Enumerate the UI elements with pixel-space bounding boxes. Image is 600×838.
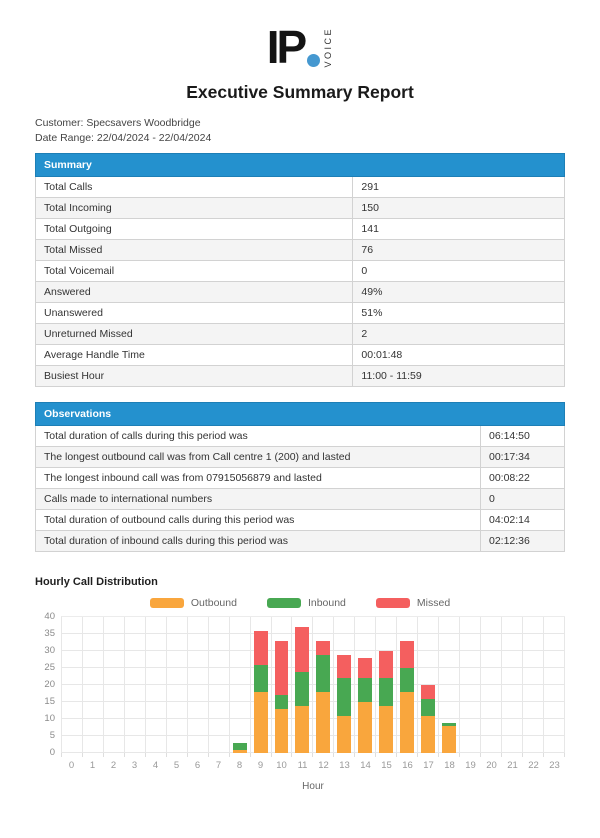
table-row xyxy=(36,447,565,468)
chart-column xyxy=(376,617,397,753)
chart-column xyxy=(355,617,376,753)
bar-segment-inbound xyxy=(400,668,414,692)
x-tick xyxy=(146,753,167,757)
table-row xyxy=(36,366,565,387)
x-tick xyxy=(523,753,544,757)
chart-column xyxy=(502,617,523,753)
y-tick-label: 40 xyxy=(44,610,55,622)
chart-column xyxy=(83,617,104,753)
x-tick-label: 12 xyxy=(318,760,329,772)
row-label: Answered xyxy=(36,282,353,303)
x-tick-label: 15 xyxy=(381,760,392,772)
row-value: 141 xyxy=(353,219,565,240)
outbound-swatch-icon xyxy=(150,598,184,608)
x-tick xyxy=(167,753,188,757)
stacked-bar xyxy=(421,685,435,753)
table-row xyxy=(36,240,565,261)
x-tick xyxy=(397,753,418,757)
legend-item-outbound xyxy=(150,597,237,609)
bar-segment-missed xyxy=(400,641,414,668)
x-tick-label: 9 xyxy=(257,760,264,772)
row-label: Total duration of outbound calls during this period was xyxy=(36,510,481,531)
x-tick-label: 8 xyxy=(236,760,243,772)
summary-table-body xyxy=(36,177,565,387)
report-meta xyxy=(35,116,565,148)
chart-column xyxy=(334,617,355,753)
chart-column xyxy=(481,617,502,753)
row-label: Total duration of calls during this period was xyxy=(36,426,481,447)
chart-plot xyxy=(61,616,565,753)
row-label: Average Handle Time xyxy=(36,345,353,366)
x-tick-label: 6 xyxy=(194,760,201,772)
x-tick xyxy=(376,753,397,757)
bar-segment-inbound xyxy=(421,699,435,716)
row-label: Calls made to international numbers xyxy=(36,489,481,510)
bar-segment-missed xyxy=(358,658,372,678)
table-row xyxy=(36,489,565,510)
row-label: The longest outbound call was from Call centre 1 (200) and lasted xyxy=(36,447,481,468)
chart-column xyxy=(397,617,418,753)
x-tick-label: 17 xyxy=(423,760,434,772)
row-value: 150 xyxy=(353,198,565,219)
bar-segment-outbound xyxy=(254,692,268,753)
bar-segment-missed xyxy=(316,641,330,655)
bar-segment-inbound xyxy=(275,695,289,709)
bar-segment-outbound xyxy=(421,716,435,753)
chart-column xyxy=(125,617,146,753)
row-value: 00:17:34 xyxy=(480,447,564,468)
x-tick-label: 7 xyxy=(215,760,222,772)
bar-segment-inbound xyxy=(295,672,309,706)
x-tick xyxy=(104,753,125,757)
bar-segment-missed xyxy=(254,631,268,665)
x-tick xyxy=(355,753,376,757)
chart-legend xyxy=(35,597,565,609)
hourly-call-distribution-chart xyxy=(35,576,565,792)
chart-canvas xyxy=(35,610,565,793)
table-row xyxy=(36,177,565,198)
stacked-bar xyxy=(254,631,268,753)
stacked-bar xyxy=(337,655,351,754)
x-tick xyxy=(481,753,502,757)
x-tick xyxy=(418,753,439,757)
row-value: 11:00 - 11:59 xyxy=(353,366,565,387)
table-row xyxy=(36,261,565,282)
stacked-bar xyxy=(316,641,330,753)
stacked-bar xyxy=(358,658,372,753)
inbound-swatch-icon xyxy=(267,598,301,608)
chart-column xyxy=(62,617,83,753)
legend-item-missed xyxy=(376,597,450,609)
bar-segment-outbound xyxy=(316,692,330,753)
legend-label: Missed xyxy=(416,597,451,610)
bar-segment-outbound xyxy=(358,702,372,753)
x-tick xyxy=(251,753,272,757)
x-tick-label: 3 xyxy=(131,760,138,772)
row-value: 0 xyxy=(353,261,565,282)
stacked-bar xyxy=(379,651,393,753)
summary-header: Summary xyxy=(36,154,565,177)
bar-segment-outbound xyxy=(442,726,456,753)
chart-column xyxy=(418,617,439,753)
ipvoice-logo xyxy=(266,21,334,73)
bar-segment-missed xyxy=(379,651,393,678)
bar-segment-inbound xyxy=(233,743,247,750)
row-label: Busiest Hour xyxy=(36,366,353,387)
table-row xyxy=(36,426,565,447)
row-value: 0 xyxy=(480,489,564,510)
row-value: 00:08:22 xyxy=(480,468,564,489)
table-row xyxy=(36,198,565,219)
x-tick-label: 10 xyxy=(276,760,287,772)
row-label: Total Calls xyxy=(36,177,353,198)
table-row xyxy=(36,510,565,531)
row-value: 02:12:36 xyxy=(480,531,564,552)
x-tick xyxy=(544,753,565,757)
legend-label: Inbound xyxy=(307,597,346,610)
stacked-bar xyxy=(400,641,414,753)
chart-column xyxy=(188,617,209,753)
x-tick xyxy=(502,753,523,757)
bar-segment-inbound xyxy=(358,678,372,702)
row-value: 291 xyxy=(353,177,565,198)
legend-item-inbound xyxy=(267,597,346,609)
x-axis-ticks xyxy=(61,753,565,757)
stacked-bar xyxy=(442,723,456,754)
chart-column xyxy=(209,617,230,753)
page-title: Executive Summary Report xyxy=(186,81,414,102)
report-page xyxy=(0,21,600,838)
x-tick xyxy=(62,753,83,757)
y-tick-label: 20 xyxy=(44,678,55,690)
row-label: Total Incoming xyxy=(36,198,353,219)
customer-line: Customer: Specsavers Woodbridge xyxy=(35,116,201,129)
bar-segment-outbound xyxy=(337,716,351,753)
x-tick-label: 1 xyxy=(89,760,96,772)
bar-segment-inbound xyxy=(316,655,330,692)
legend-label: Outbound xyxy=(190,597,237,610)
x-tick-label: 14 xyxy=(360,760,371,772)
x-tick-label: 0 xyxy=(68,760,75,772)
summary-table xyxy=(35,153,565,387)
x-tick-label: 5 xyxy=(173,760,180,772)
chart-column xyxy=(272,617,293,753)
x-tick xyxy=(334,753,355,757)
bar-segment-outbound xyxy=(400,692,414,753)
chart-title: Hourly Call Distribution xyxy=(35,576,158,589)
chart-column xyxy=(292,617,313,753)
missed-swatch-icon xyxy=(376,598,410,608)
x-tick xyxy=(230,753,251,757)
row-value: 06:14:50 xyxy=(480,426,564,447)
y-tick-label: 10 xyxy=(44,712,55,724)
row-value: 2 xyxy=(353,324,565,345)
chart-column xyxy=(460,617,481,753)
x-tick xyxy=(460,753,481,757)
chart-column xyxy=(230,617,251,753)
row-label: Unreturned Missed xyxy=(36,324,353,345)
x-tick xyxy=(209,753,230,757)
x-tick-label: 18 xyxy=(444,760,455,772)
x-axis-title: Hour xyxy=(302,781,324,793)
observations-table-body xyxy=(36,426,565,552)
bar-segment-inbound xyxy=(337,678,351,715)
y-tick-label: 5 xyxy=(49,729,55,741)
bar-segment-outbound xyxy=(379,706,393,754)
chart-column xyxy=(104,617,125,753)
stacked-bar xyxy=(275,641,289,753)
observations-table xyxy=(35,402,565,552)
bar-segment-inbound xyxy=(254,665,268,692)
x-tick xyxy=(272,753,293,757)
stacked-bar xyxy=(295,627,309,753)
x-axis-labels xyxy=(61,760,565,771)
bar-segment-missed xyxy=(275,641,289,695)
table-row xyxy=(36,324,565,345)
row-value: 00:01:48 xyxy=(353,345,565,366)
x-tick-label: 13 xyxy=(339,760,350,772)
row-value: 04:02:14 xyxy=(480,510,564,531)
x-tick xyxy=(188,753,209,757)
chart-column xyxy=(439,617,460,753)
row-label: Unanswered xyxy=(36,303,353,324)
x-tick-label: 20 xyxy=(486,760,497,772)
table-row xyxy=(36,282,565,303)
y-tick-label: 15 xyxy=(44,695,55,707)
bar-segment-outbound xyxy=(295,706,309,754)
x-tick-label: 21 xyxy=(507,760,518,772)
logo-blue-dot-icon xyxy=(307,54,320,67)
y-tick-label: 35 xyxy=(44,627,55,639)
bar-segment-missed xyxy=(421,685,435,699)
row-label: Total Voicemail xyxy=(36,261,353,282)
x-tick-label: 19 xyxy=(465,760,476,772)
y-axis xyxy=(35,610,61,758)
x-tick-label: 11 xyxy=(297,760,308,772)
logo-ip-text: IP xyxy=(266,21,305,73)
row-label: Total Outgoing xyxy=(36,219,353,240)
x-tick xyxy=(313,753,334,757)
chart-column xyxy=(146,617,167,753)
stacked-bar xyxy=(233,743,247,753)
y-tick-label: 30 xyxy=(44,644,55,656)
row-value: 51% xyxy=(353,303,565,324)
chart-column xyxy=(313,617,334,753)
x-tick-label: 2 xyxy=(110,760,117,772)
x-tick xyxy=(292,753,313,757)
chart-column xyxy=(167,617,188,753)
y-tick-label: 25 xyxy=(44,661,55,673)
row-label: Total Missed xyxy=(36,240,353,261)
observations-header: Observations xyxy=(36,403,565,426)
x-tick xyxy=(125,753,146,757)
table-row xyxy=(36,531,565,552)
bar-segment-outbound xyxy=(275,709,289,753)
x-tick xyxy=(439,753,460,757)
row-label: The longest inbound call was from 07915056879 and lasted xyxy=(36,468,481,489)
row-value: 49% xyxy=(353,282,565,303)
y-tick-label: 0 xyxy=(49,746,55,758)
bar-segment-inbound xyxy=(379,678,393,705)
x-tick-label: 22 xyxy=(528,760,539,772)
x-tick-label: 23 xyxy=(549,760,560,772)
row-label: Total duration of inbound calls during this period was xyxy=(36,531,481,552)
date-range-line: Date Range: 22/04/2024 - 22/04/2024 xyxy=(35,132,212,145)
logo-voice-text: VOICE xyxy=(323,27,334,68)
x-tick-label: 4 xyxy=(152,760,159,772)
table-row xyxy=(36,468,565,489)
chart-column xyxy=(251,617,272,753)
plot-area-wrap xyxy=(61,616,565,792)
table-row xyxy=(36,219,565,240)
chart-column xyxy=(544,617,565,753)
chart-column xyxy=(523,617,544,753)
bar-segment-missed xyxy=(295,627,309,671)
x-tick xyxy=(83,753,104,757)
bar-segment-missed xyxy=(337,655,351,679)
table-row xyxy=(36,303,565,324)
table-row xyxy=(36,345,565,366)
row-value: 76 xyxy=(353,240,565,261)
x-tick-label: 16 xyxy=(402,760,413,772)
